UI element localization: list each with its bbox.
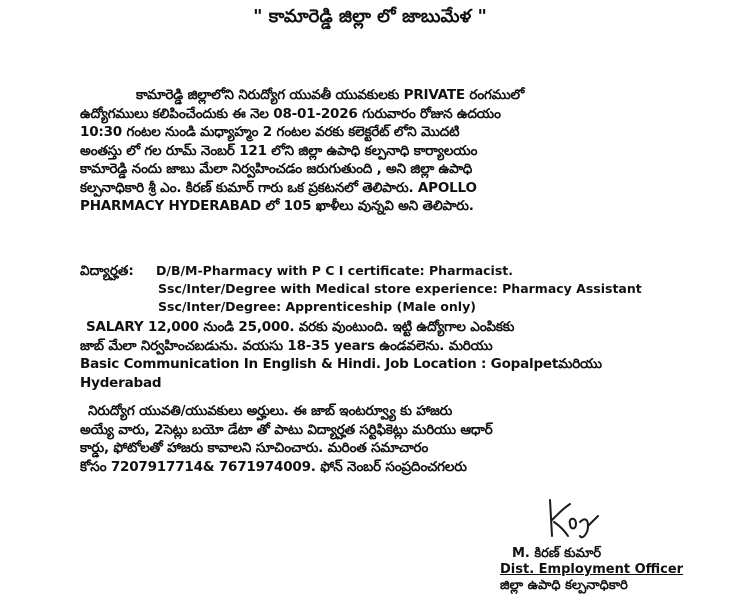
paragraph-line: కామారెడ్డి నందు జాబు మేలా నిర్వహించడం జరుగుతుంది , అని జిల్లా ఉపాధి (80, 161, 473, 177)
paragraph-line: Basic Communication In English & Hindi. Job Location : Gopalpetమరియు (80, 356, 602, 372)
salary-paragraph (80, 318, 602, 392)
signatory-name: M. కిరణ్ కుమార్ (512, 546, 602, 561)
paragraph-line: కల్పనాధికారి శ్రీ ఎం. కిరణ్ కుమార్ గారు ఒక ప్రకటనలో తెలిపారు. APOLLO (80, 179, 477, 196)
instructions-paragraph (80, 402, 493, 476)
paragraph-line: అంతస్తు లో గల రూమ్ నెంబర్ 121 లోని జిల్లా ఉపాధి కల్పనాధి కార్యాలయం (80, 142, 478, 159)
paragraph-line: కామారెడ్డి జిల్లాలోని నిరుద్యోగ యువతీ యువకులకు PRIVATE రంగములో (136, 87, 525, 103)
qualification-block (80, 262, 642, 316)
signatory-designation-telugu: జిల్లా ఉపాధి కల్పనాధికారి (500, 578, 628, 593)
paragraph-line: జాబ్ మేలా నిర్వహించబడును. వయసు 18-35 years ఉండవలెను. మరియు (80, 337, 493, 354)
announcement-paragraph (80, 86, 524, 216)
handwritten-signature (542, 496, 602, 542)
document-title: " కామారెడ్డి జిల్లా లో జాబుమేళ " (253, 6, 487, 27)
paragraph-line: నిరుద్యోగ యువతి/యువకులు అర్హులు. ఈ జాబ్ ఇంటర్వ్యూ కు హాజరు (88, 403, 453, 419)
paragraph-line: కోసం 7207917714& 7671974009. ఫోన్ నెంబర్ సంప్రదించగలరు (80, 458, 467, 475)
qualification-label: విద్యార్హత: (80, 263, 134, 279)
signatory-block (500, 546, 700, 594)
signatory-designation: Dist. Employment Officer (500, 562, 684, 577)
paragraph-line: ఉద్యోగములు కలిపించేందుకు ఈ నెల 08-01-2026 గురువారం రోజున ఉదయం (80, 105, 501, 122)
paragraph-line: Hyderabad (80, 374, 162, 391)
qualification-line: Ssc/Inter/Degree: Apprenticeship (Male only) (158, 299, 476, 314)
qualification-line: Ssc/Inter/Degree with Medical store experience: Pharmacy Assistant (158, 281, 642, 296)
paragraph-line: అయ్యే వారు, 2సెట్లు బయో డేటా తో పాటు విద్యార్హత సర్టిఫికెట్లు మరియు ఆధార్ (80, 421, 493, 438)
paragraph-line: PHARMACY HYDERABAD లో 105 ఖాళీలు వున్నవి అని తెలిపారు. (80, 198, 474, 214)
paragraph-line: కార్డు, ఫోటోలతో హాజరు కావాలని సూచించారు. మరింత సమాచారం (80, 440, 429, 456)
qualification-line: D/B/M-Pharmacy with P C I certificate: Pharmacist. (156, 263, 513, 278)
paragraph-line: 10:30 గంటల నుండి మధ్యాహ్మం 2 గంటల వరకు కలెక్టరేట్ లోని మొదటి (80, 124, 460, 140)
paragraph-line: SALARY 12,000 నుండి 25,000. వరకు వుంటుంది. ఇట్టి ఉద్యోగాల ఎంపికకు (86, 319, 515, 335)
